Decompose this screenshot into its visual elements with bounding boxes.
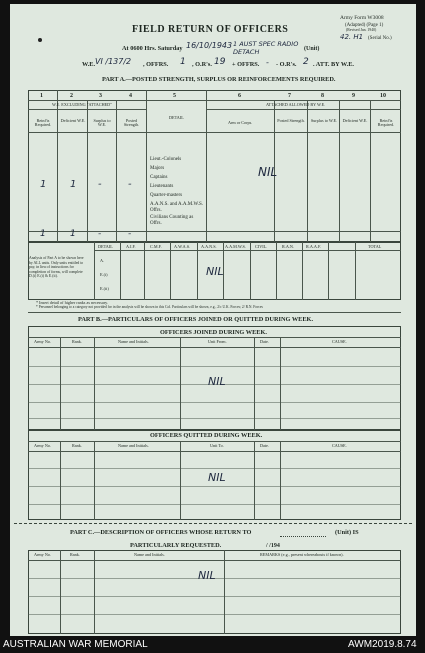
perforation-line [14,523,412,524]
part-c-h-rank: Rank. [70,552,80,557]
col-number: 8 [321,93,324,99]
unit-label: (Unit) [304,46,320,52]
arm-corps-header: Arm or Corps. [228,120,253,125]
joined-h-name: Name and Initials. [118,339,149,344]
page-title: FIELD RETURN OF OFFICERS [132,24,289,35]
serial-label: (Serial No.) [368,36,392,41]
ors-label: , O.R's. [192,61,212,68]
row-surplus-handwritten: - [98,179,102,190]
rank-lt-colonels: Lieut.-Colonels [150,157,182,162]
quitted-title: OFFICERS QUITTED DURING WEEK. [150,432,263,439]
part-c-title-2: PARTICULARLY REQUESTED. [130,542,222,549]
at-line-label: At 0600 Hrs. Saturday [122,45,183,52]
rank-lieutenants: Lieutenants [150,184,174,189]
analysis-h-detail: DETAIL [98,244,113,249]
part-c-h-name: Name and Initials. [134,552,165,557]
row-reinf-handwritten: 1 [40,179,47,190]
ors2-label: - O.R's. [276,61,297,68]
unit-handwritten: 1 AUST SPEC RADIO DETACH [233,40,299,56]
posted-strength-right-header: Posted Strength. [277,118,305,123]
offrs-handwritten: 1 [180,57,186,67]
analysis-nil-handwritten: NIL [206,265,224,278]
analysis-row-ei: E.(i) [100,272,108,277]
part-c-title-end: (Unit) IS [335,529,359,536]
part-c-nil-handwritten: NIL [198,569,216,582]
rank-majors: Majors [150,166,165,171]
col-number: 2 [70,93,73,99]
joined-h-army-no: Army No. [34,339,51,344]
quitted-nil-handwritten: NIL [208,471,226,484]
plus-offrs-handwritten: - [266,58,269,67]
rank-aans: A.A.N.S. and A.A.M.W.S. Offrs. [150,202,204,213]
part-c-table [28,550,401,634]
we-excluding-header: W.E. EXCLUDING "ATTACHED" [52,102,112,107]
we-handwritten: VI /137/2 [95,57,132,66]
analysis-h-cmf: C.M.F. [150,244,162,249]
surplus-we-header: Surplus to W.E. [93,118,111,128]
part-a-table [28,90,401,242]
quitted-h-cause: CAUSE. [332,443,347,448]
part-c-h-army-no: Army No. [34,552,51,557]
archive-footer [0,636,425,653]
part-b-title: PART B.—PARTICULARS OF OFFICERS JOINED OR QUITTED DURING WEEK. [78,316,314,323]
analysis-h-aans: A.A.N.S. [201,244,217,249]
part-a-title: PART A.—POSTED STRENGTH, SURPLUS OR REINFORCEMENTS REQUIRED. [102,76,336,83]
we-label: W.E. [82,61,96,68]
footnote-1: * Insert detail of higher ranks as necessary. [36,300,109,305]
analysis-h-total: TOTAL [368,244,382,249]
total-posted-handwritten: - [128,229,132,239]
part-c-unit-blank [280,536,326,537]
footnote-2: * Personnel belonging to a category not provided for in the analysis will be shown in this Col. Particulars will be shown, e.g., 2/c U.K. Forces; 2/ R.N. Forces [36,305,263,309]
analysis-row-eii: E.(ii) [100,286,109,291]
rank-civilians: Civilians Counting as Offrs. [150,215,194,226]
att-label: . ATT. BY W.E. [313,61,355,68]
analysis-h-awas: A.W.A.S. [174,244,191,249]
row-deficient-handwritten: 1 [70,179,77,190]
attached-allowed-header: ATTACHED ALLOWED BY W.E. [266,102,326,107]
field-return-sheet [10,4,416,636]
deficient-right-header: Deficient W.E. [342,118,368,123]
joined-h-cause: CAUSE. [332,339,347,344]
surplus-right-header: Surplus to W.E. [310,118,338,123]
col-number: 7 [288,93,291,99]
col-number: 1 [40,93,43,99]
footer-institution: AUSTRALIAN WAR MEMORIAL [3,639,148,650]
part-c-date: / /194 [266,543,280,549]
attached-nil-handwritten: NIL [258,165,278,179]
total-surplus-handwritten: - [98,229,102,239]
detail-header: DETAIL [169,115,184,120]
joined-h-rank: Rank. [72,339,82,344]
analysis-h-ran: R.A.N. [282,244,294,249]
form-adapted: (Adapted) (Page 1) [345,23,384,28]
serial-handwritten: 42. H1 [340,33,364,41]
analysis-h-raaf: R.A.A.F. [306,244,322,249]
deficient-we-header: Deficient W.E. [60,118,86,123]
analysis-h-civil: CIVIL. [255,244,268,249]
form-revised: (Revised Jan. 1940) [346,28,377,32]
col-number: 6 [238,93,241,99]
total-reinf-handwritten: 1 [40,229,46,239]
reinf-right-header: Reinf'ts Required. [377,118,395,128]
joined-nil-handwritten: NIL [208,375,226,388]
offrs-label: , OFFRS. [143,61,169,68]
quitted-h-date: Date. [260,443,269,448]
punch-hole-mark [38,38,42,42]
quitted-h-name: Name and Initials. [118,443,149,448]
total-deficient-handwritten: 1 [70,229,76,239]
posted-strength-header: Posted Strength. [123,118,140,128]
col-number: 10 [380,93,386,99]
plus-offrs-label: + OFFRS. [232,61,260,68]
analysis-h-aif: A.I.F. [126,244,136,249]
part-c-title: PART C.—DESCRIPTION OF OFFICERS WHOSE RETURN TO [70,529,252,536]
col-number: 5 [173,93,176,99]
analysis-h-aamws: A.A.M.W.S. [225,244,246,249]
col-number: 4 [129,93,132,99]
part-c-h-remarks: REMARKS (e.g., present whereabouts if known). [260,552,344,557]
rank-quartermasters: Quarter-masters [150,193,183,198]
ors-handwritten: 19 [214,57,226,67]
joined-h-date: Date. [260,339,269,344]
quitted-h-unit-to: Unit To. [210,443,224,448]
col-number: 3 [99,93,102,99]
col-number: 9 [352,93,355,99]
analysis-note: Analysis of Part A to be shown here by ALL units. Only units entitled to pay, in lieu of instructions for completion of forms, will complete D.(i) E.(i) & E.(ii). [29,256,84,279]
joined-h-unit-from: Unit From. [208,339,227,344]
rank-captains: Captains [150,175,168,180]
ors2-handwritten: 2 [303,57,309,67]
reinf-required-header: Reinf'ts Required. [34,118,52,128]
quitted-h-army-no: Army No. [34,443,51,448]
joined-title: OFFICERS JOINED DURING WEEK. [160,329,267,336]
analysis-row-a: A. [100,258,105,263]
quitted-h-rank: Rank. [72,443,82,448]
row-posted-handwritten: - [128,179,132,190]
footer-accession: AWM2019.8.74 [348,639,417,650]
form-number: Army Form W3008 [340,15,384,21]
at-date-handwritten: 16/10/1943 [186,41,233,50]
